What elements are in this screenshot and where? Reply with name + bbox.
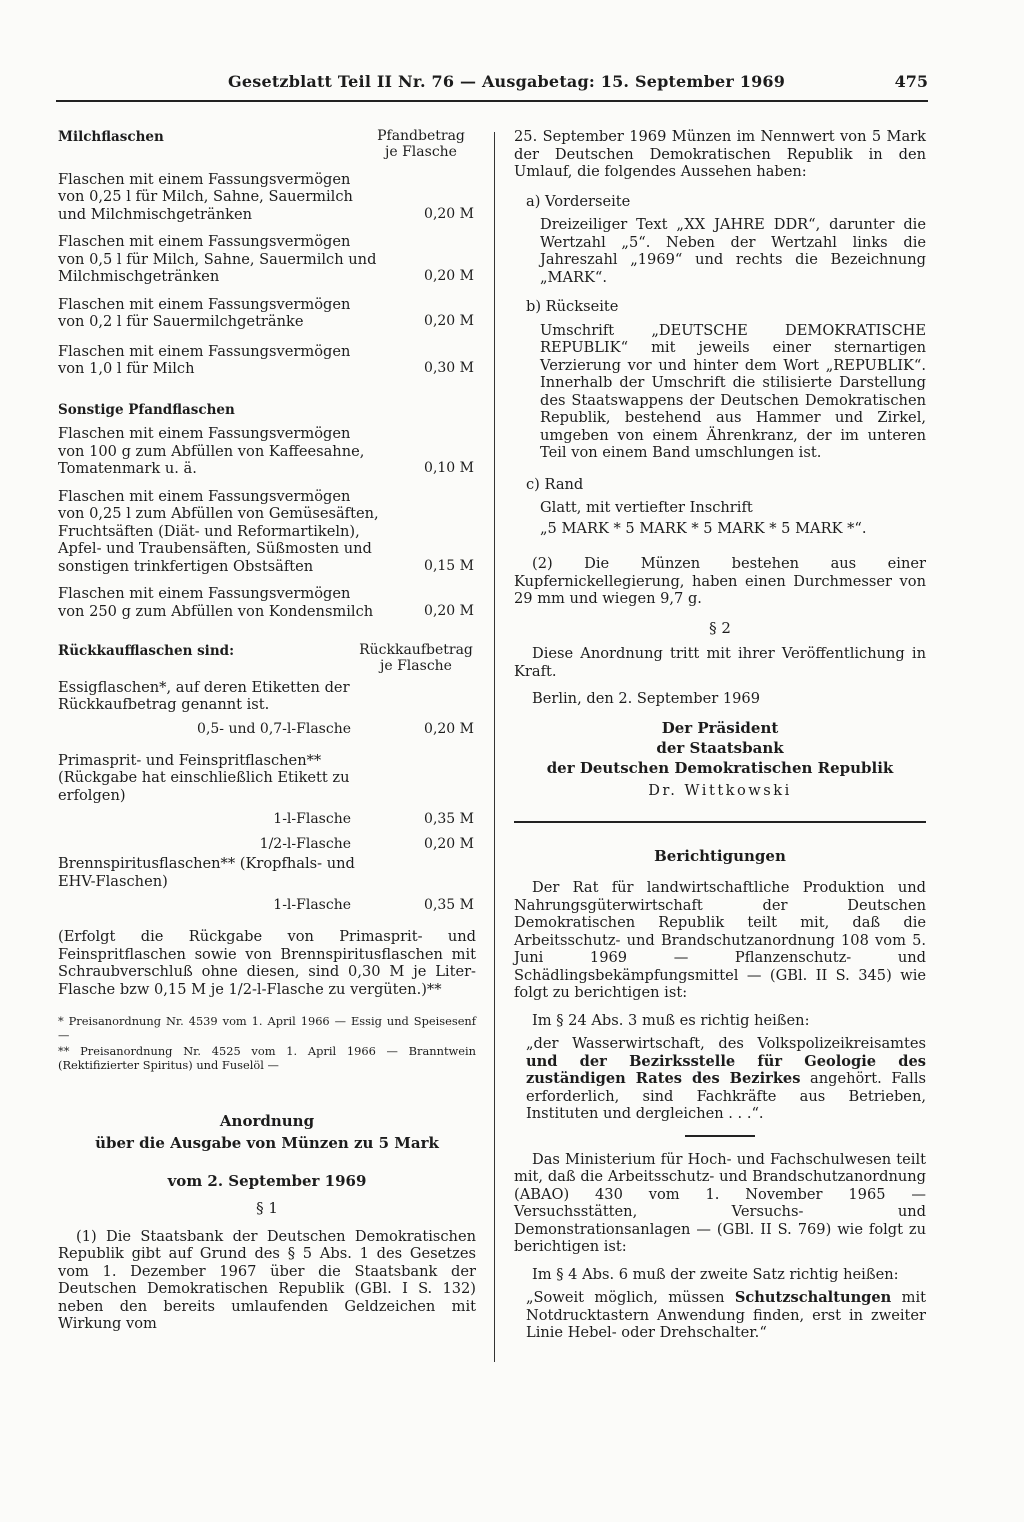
paragraph-2: (2) Die Münzen bestehen aus einer Kupfernickellegierung, haben einen Durchmesser von 29 mm und wiegen 9,7 g. <box>514 555 926 607</box>
section-2: § 2 <box>709 618 731 637</box>
prima-text: Primasprit- und Feinspritflaschen** (Rückgabe hat einschließlich Etikett zu erfolgen) <box>58 751 350 804</box>
berichtigung-2-ref: Im § 4 Abs. 6 muß der zweite Satz richtig heißen: <box>532 1265 899 1283</box>
signature-block <box>514 718 926 778</box>
vorderseite-block <box>514 193 926 538</box>
rand-label: c) Rand <box>526 475 584 493</box>
footnote: * Preisanordnung Nr. 4539 vom 1. April 1966 — Essig und Speisesenf — <box>58 1014 476 1042</box>
berichtigung-1: Der Rat für landwirtschaftliche Produktion und Nahrungsgüterwirtschaft der Deutschen Demokratischen Republik teilt mit, daß die Arbeitsschutz- und Brandschutzanordnung 108 vom 5. Juni 1969 — Pflanzenschutz- und Schädlingsbekämpfungsmittel — (GBl. II S. 345) wie folgt zu berichtigen ist: <box>514 879 926 1001</box>
brenn-row: 1-l-Flasche 0,35 M <box>273 897 474 913</box>
rueckkauf-heading: Rückkaufflaschen sind: <box>58 643 235 659</box>
amount: 0,20 M <box>424 205 474 222</box>
vorderseite-label: a) Vorderseite <box>526 192 631 210</box>
milch-heading: Milchflaschen <box>58 129 164 145</box>
rueckseite-text: Umschrift „DEUTSCHE DEMOKRATISCHE REPUBLIK“ mit jeweils einer sternartigen Verzierung vor und hinter dem Wort „REPUBLIK“. Innerhalb der Umschrift die stilisierte Darstellung des Staatswappens der Deutschen Demokratischen Republik, bestehend aus Hammer und Zirkel, umgeben von einem Ährenkranz, der im unteren Teil von einem Band umschlungen ist. <box>540 321 926 461</box>
amount: 0,30 M <box>424 360 474 376</box>
list-item: Flaschen mit einem Fassungsvermögen von 100 g zum Abfüllen von Kaffeesahne, Tomatenmark u. ä. 0,10 M <box>58 425 474 477</box>
divider <box>685 1135 755 1137</box>
paragraph-3: Diese Anordnung tritt mit ihrer Veröffentlichung in Kraft. <box>514 645 926 680</box>
berichtigungen-title: Berichtigungen <box>654 847 786 865</box>
vorderseite-text: Dreizeiliger Text „XX JAHRE DDR“, darunter die Wertzahl „5“. Neben der Wertzahl links die Jahreszahl „1969“ und rechts die Bezeichnung „MARK“. <box>540 216 926 286</box>
amount: 0,20 M <box>424 602 474 619</box>
signature-institution: der Staatsbank <box>656 738 784 757</box>
list-item: Flaschen mit einem Fassungsvermögen von 0,25 l zum Abfüllen von Gemüsesäften, Fruchtsäften (Diät- und Reformartikeln), Apfel- und Traubensäften, Süßmosten und sonstigen trinkfertigen Obstsäften 0,15 M <box>58 487 474 575</box>
signature-title: Der Präsident <box>661 718 779 737</box>
footnotes <box>58 1014 476 1072</box>
essig-text: Essigflaschen*, auf deren Etiketten der Rückkaufbetrag genannt ist. <box>58 678 350 713</box>
berichtigung-2-quote: „Soweit möglich, müssen Schutzschaltungen mit Notdrucktastern Anwendung finden, erst in zweiter Linie Hebel- oder Drehschalter.“ <box>526 1289 927 1341</box>
continuation-text: 25. September 1969 Münzen im Nennwert von 5 Mark der Deutschen Demokratischen Republik in den Umlauf, die folgendes Aussehen haben: <box>514 128 926 180</box>
left-column <box>58 128 476 1333</box>
sonstige-heading: Sonstige Pfandflaschen <box>58 401 235 418</box>
header-rule <box>56 100 928 102</box>
section-1: § 1 <box>256 1199 278 1217</box>
anordnung-title: Anordnung <box>219 1112 315 1130</box>
berichtigung-2: Das Ministerium für Hoch- und Fachschulwesen teilt mit, daß die Arbeitsschutz- und Brandschutzanordnung (ABAO) 430 vom 1. November 1965 — Versuchsstätten, Versuchs- und Demonstrationsanlagen — (GBl. II S. 769) wie folgt zu berichtigen ist: <box>514 1150 926 1255</box>
amount: 0,20 M <box>424 268 474 284</box>
rueckkauf-column-label: Rückkaufbetrag je Flasche <box>359 642 473 674</box>
anordnung-subtitle: über die Ausgabe von Münzen zu 5 Mark <box>95 1134 439 1152</box>
column-divider <box>494 132 495 1362</box>
pfand-column-label: Pfandbetrag je Flasche <box>377 128 465 160</box>
amount: 0,10 M <box>424 460 474 476</box>
page-number: 475 <box>894 72 928 91</box>
footnote: ** Preisanordnung Nr. 4525 vom 1. April 1966 — Branntwein (Rektifizierter Spiritus) und Fuselöl — <box>58 1044 476 1072</box>
page-header <box>56 72 928 98</box>
rueckkauf-header <box>58 642 476 674</box>
rand-inscription: „5 MARK * 5 MARK * 5 MARK * 5 MARK *“. <box>540 519 867 537</box>
rueckgabe-note: (Erfolgt die Rückgabe von Primasprit- und Feinspritflaschen sowie von Brennspiritusflaschen mit Schraubverschluß ohne diesen, sind 0,30 M je Liter-Flasche bzw 0,15 M je 1/2-l-Flasche zu vergüten.)** <box>58 928 476 998</box>
berichtigung-1-quote: „der Wasserwirtschaft, des Volkspolizeikreisamtes und der Bezirksstelle für Geologie des zuständigen Rates des Bezirkes angehört. Falls erforderlich, sind Fachkräfte aus Betrieben, Instituten und dergleichen . . .“. <box>526 1035 926 1122</box>
prima-row-1: 1-l-Flasche 0,35 M <box>273 811 474 827</box>
rand-text: Glatt, mit vertiefter Inschrift <box>540 499 753 516</box>
list-item: Flaschen mit einem Fassungsvermögen von 0,5 l für Milch, Sahne, Sauermilch und Milchmischgetränken 0,20 M <box>58 233 474 285</box>
prima-row-2: 1/2-l-Flasche 0,20 M <box>259 836 474 852</box>
list-item: Flaschen mit einem Fassungsvermögen von 0,25 l für Milch, Sahne, Sauermilch und Milchmischgetränken 0,20 M <box>58 170 474 223</box>
header-title: Gesetzblatt Teil II Nr. 76 — Ausgabetag: 15. September 1969 <box>228 72 786 91</box>
signature-name: Dr. Wittkowski <box>648 781 792 799</box>
amount: 0,15 M <box>424 557 474 574</box>
brenn-text: Brennspiritusflaschen** (Kropfhals- und EHV-Flaschen) <box>58 855 355 890</box>
signature-republic: der Deutschen Demokratischen Republik <box>546 758 894 777</box>
right-column <box>514 128 926 1342</box>
place-date: Berlin, den 2. September 1969 <box>532 690 760 707</box>
section-rule <box>514 821 926 823</box>
milch-header <box>58 128 476 160</box>
list-item: Flaschen mit einem Fassungsvermögen von 250 g zum Abfüllen von Kondensmilch 0,20 M <box>58 585 474 620</box>
berichtigung-1-ref: Im § 24 Abs. 3 muß es richtig heißen: <box>532 1011 810 1029</box>
list-item: Flaschen mit einem Fassungsvermögen von 1,0 l für Milch 0,30 M <box>58 342 474 377</box>
list-item: Flaschen mit einem Fassungsvermögen von 0,2 l für Sauermilchgetränke 0,20 M <box>58 295 474 330</box>
rueckseite-label: b) Rückseite <box>526 298 619 315</box>
essig-row: 0,5- und 0,7-l-Flasche 0,20 M <box>197 720 474 737</box>
paragraph-1: (1) Die Staatsbank der Deutschen Demokratischen Republik gibt auf Grund des § 5 Abs. 1 des Gesetzes vom 1. Dezember 1967 über die Staatsbank der Deutschen Demokratischen Republik (GBl. I S. 132) neben den bereits umlaufenden Geldzeichen mit Wirkung vom <box>58 1227 476 1332</box>
anordnung-date: vom 2. September 1969 <box>167 1172 367 1190</box>
amount: 0,20 M <box>424 313 474 329</box>
